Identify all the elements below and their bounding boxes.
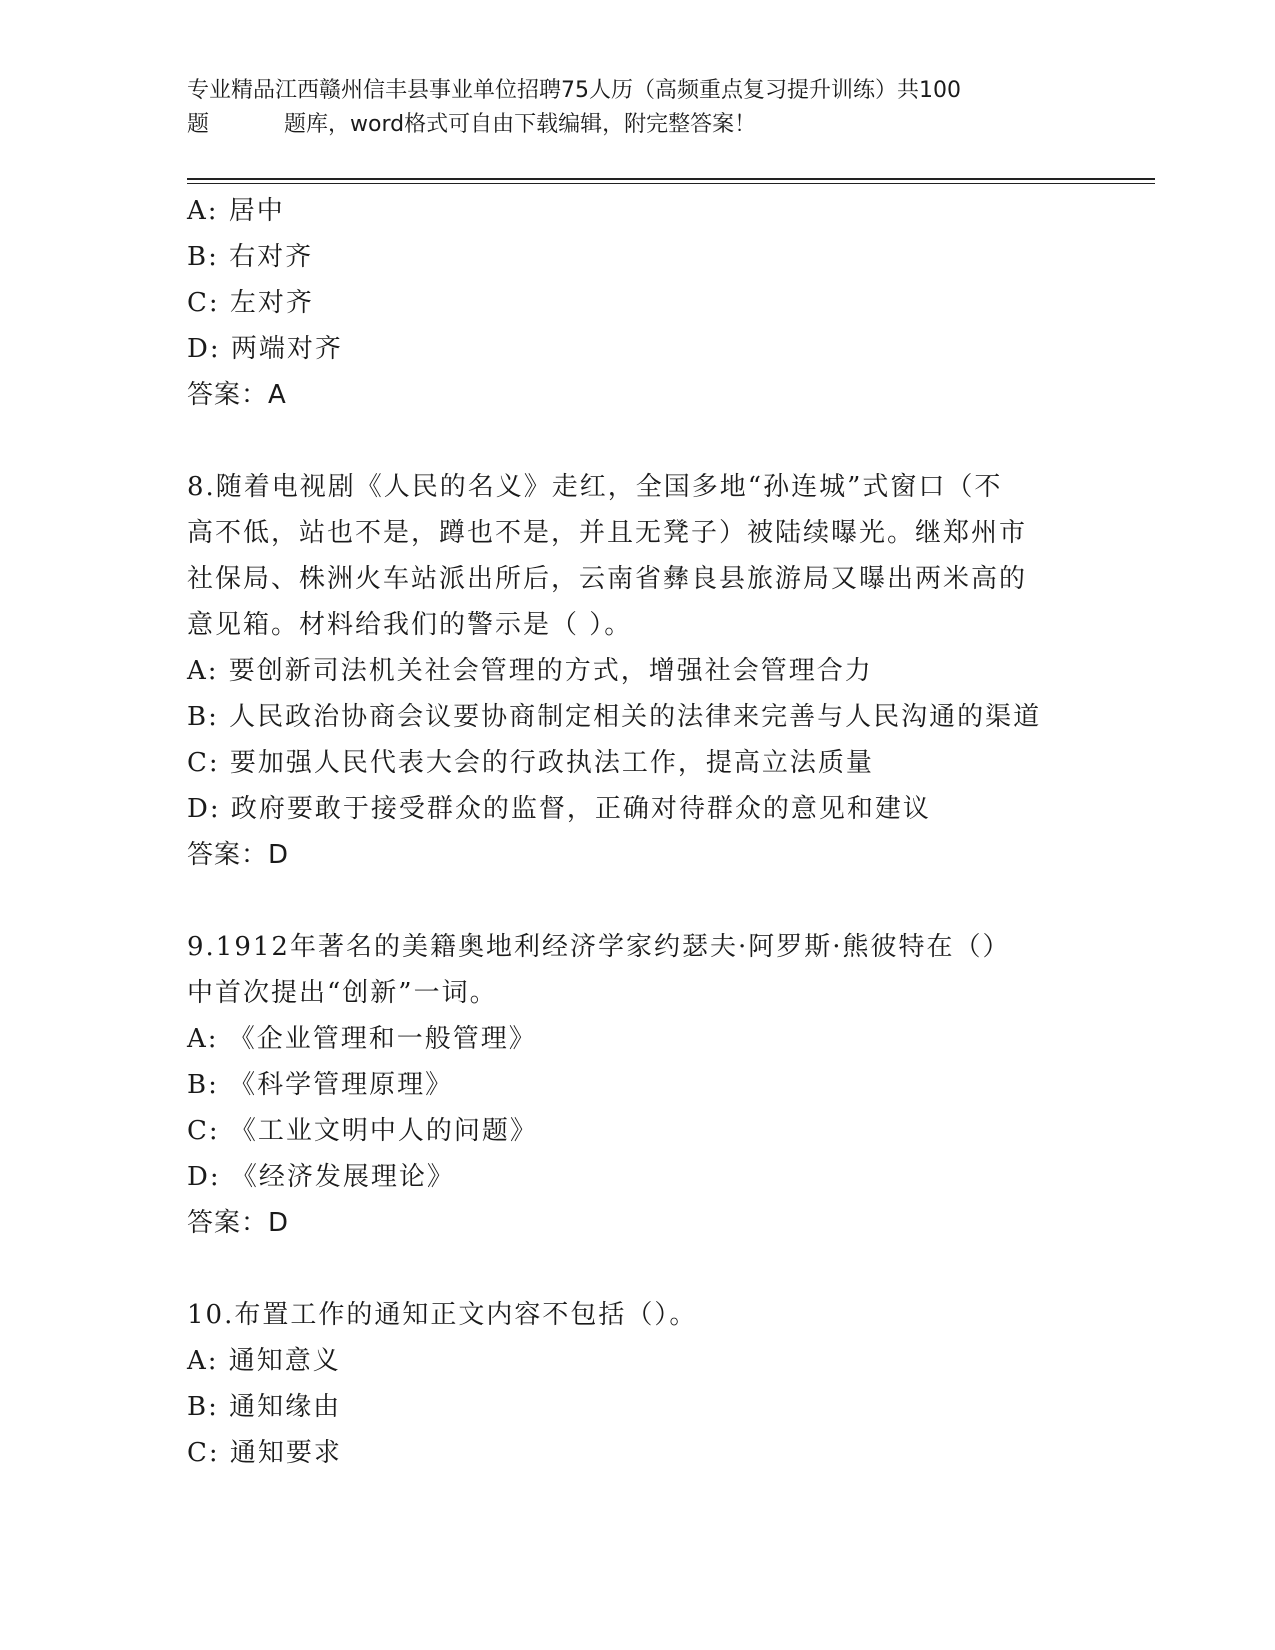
header-title-line-2-left: 题 [187,112,210,137]
question-8-answer: 答案：D [187,840,290,870]
question-10-stem-line-1: 10.布置工作的通知正文内容不包括（）。 [187,1300,698,1330]
question-9-answer: 答案：D [187,1208,290,1238]
question-9-option-c: C: 《工业文明中人的问题》 [187,1116,538,1146]
question-10-block [187,1292,1087,1476]
question-8-stem-line-4: 意见箱。材料给我们的警示是（ ）。 [187,610,633,640]
header-divider-thin [187,183,1155,184]
question-8-option-b: B: 人民政治协商会议要协商制定相关的法律来完善与人民沟通的渠道 [187,702,1042,732]
question-10-option-c: C: 通知要求 [187,1438,342,1468]
question-8-option-d: D: 政府要敢于接受群众的监督，正确对待群众的意见和建议 [187,794,931,824]
question-10-option-b: B: 通知缘由 [187,1392,342,1422]
question-8-stem-line-1: 8.随着电视剧《人民的名义》走红，全国多地“孙连城”式窗口（不 [187,472,1003,502]
question-8-stem-line-3: 社保局、株洲火车站派出所后，云南省彝良县旅游局又曝出两米高的 [187,564,1028,594]
question-content [187,188,1087,1476]
question-8-block [187,464,1087,878]
question-9-option-d: D: 《经济发展理论》 [187,1162,455,1192]
header-title-line-2-right: 题库，word格式可自由下载编辑，附完整答案！ [284,112,757,137]
question-9-block [187,924,1087,1246]
question-7-answer: 答案：A [187,380,287,410]
question-7-option-a: A: 居中 [187,196,285,226]
header-divider-thick [187,178,1155,180]
question-8-option-a: A: 要创新司法机关社会管理的方式，增强社会管理合力 [187,656,873,686]
question-9-option-b: B: 《科学管理原理》 [187,1070,454,1100]
question-9-stem-line-2: 中首次提出“创新”一词。 [187,978,498,1008]
header-title-line-2 [187,108,1087,142]
header-title-line-1: 专业精品江西赣州信丰县事业单位招聘75人历（高频重点复习提升训练）共100 [187,78,961,103]
question-7-option-c: C: 左对齐 [187,288,314,318]
question-10-option-a: A: 通知意义 [187,1346,341,1376]
question-9-option-a: A: 《企业管理和一般管理》 [187,1024,537,1054]
question-8-option-c: C: 要加强人民代表大会的行政执法工作，提高立法质量 [187,748,874,778]
question-8-stem-line-2: 高不低，站也不是，蹲也不是，并且无凳子）被陆续曝光。继郑州市 [187,518,1028,548]
question-7-option-d: D: 两端对齐 [187,334,343,364]
question-7-block [187,188,1087,418]
question-7-option-b: B: 右对齐 [187,242,314,272]
document-header [187,74,1087,142]
question-9-stem-line-1: 9.1912年著名的美籍奥地利经济学家约瑟夫·阿罗斯·熊彼特在（） [187,932,1011,962]
